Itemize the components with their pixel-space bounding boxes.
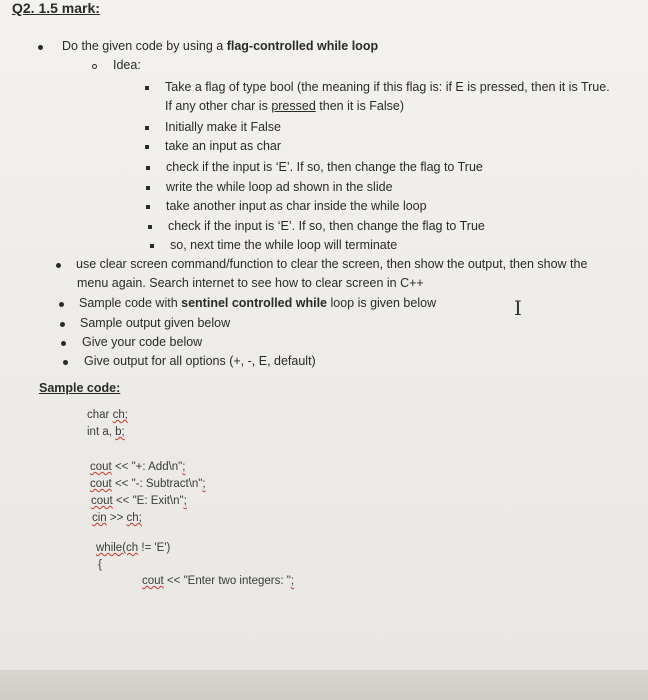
bullet-1-line2: menu again. Search internet to see how to clear screen in C++ <box>77 276 424 290</box>
bullet-2: Sample code with sentinel controlled while loop is given below <box>79 296 437 310</box>
code-line-cin: cin >> ch; <box>92 512 142 524</box>
main-instruction: Do the given code by using a flag-controlled while loop <box>62 39 379 53</box>
bullet-dot <box>60 322 65 327</box>
code-line-brace: { <box>98 559 102 571</box>
bullet-dot <box>61 341 66 346</box>
code-line-cout-exit: cout << "E: Exit\n"; <box>91 495 187 507</box>
idea-item-2: Initially make it False <box>165 120 282 134</box>
bullet-dot <box>38 45 43 50</box>
bullet-1-line1: use clear screen command/function to clear the screen, then show the output, then show the <box>76 257 588 271</box>
idea-bullet <box>146 166 150 170</box>
bullet-dot <box>63 360 68 365</box>
code-line-int: int a, b; <box>87 426 125 438</box>
idea-bullet <box>148 225 152 229</box>
idea-item-1-line2: If any other char is pressed then it is False) <box>165 99 405 113</box>
idea-label: Idea: <box>113 58 141 72</box>
sample-code-label: Sample code: <box>39 381 121 395</box>
code-line-cout-subtract: cout << "-: Subtract\n"; <box>90 478 206 490</box>
code-line-cout-add: cout << "+: Add\n"; <box>90 461 186 473</box>
code-line-cout-prompt: cout << "Enter two integers: "; <box>142 575 295 587</box>
page-bottom-edge <box>0 670 648 700</box>
sub-bullet-circle <box>92 64 97 69</box>
idea-bullet <box>150 244 154 248</box>
idea-item-4: check if the input is ‘E’. If so, then change the flag to True <box>166 160 483 174</box>
code-line-while: while(ch != 'E') <box>96 542 171 554</box>
idea-bullet <box>145 126 149 130</box>
bullet-5: Give output for all options (+, -, E, default) <box>84 354 316 368</box>
idea-item-7: check if the input is ‘E’. If so, then change the flag to True <box>168 219 485 233</box>
idea-item-6: take another input as char inside the while loop <box>166 199 427 213</box>
bullet-3: Sample output given below <box>80 316 231 330</box>
text-cursor-icon: I <box>514 296 522 320</box>
idea-item-1-line1: Take a flag of type bool (the meaning if this flag is: if E is pressed, then it is True. <box>165 80 610 94</box>
question-heading: Q2. 1.5 mark: <box>12 0 100 16</box>
bullet-4: Give your code below <box>82 335 203 349</box>
idea-bullet <box>146 186 150 190</box>
code-line-char: char ch; <box>87 409 128 421</box>
idea-bullet <box>145 145 149 149</box>
idea-bullet <box>146 205 150 209</box>
idea-item-3: take an input as char <box>165 139 282 153</box>
idea-item-8: so, next time the while loop will terminate <box>170 238 398 252</box>
bullet-dot <box>56 263 61 268</box>
bullet-dot <box>59 302 64 307</box>
idea-bullet <box>145 86 149 90</box>
idea-item-5: write the while loop ad shown in the slide <box>166 180 393 194</box>
